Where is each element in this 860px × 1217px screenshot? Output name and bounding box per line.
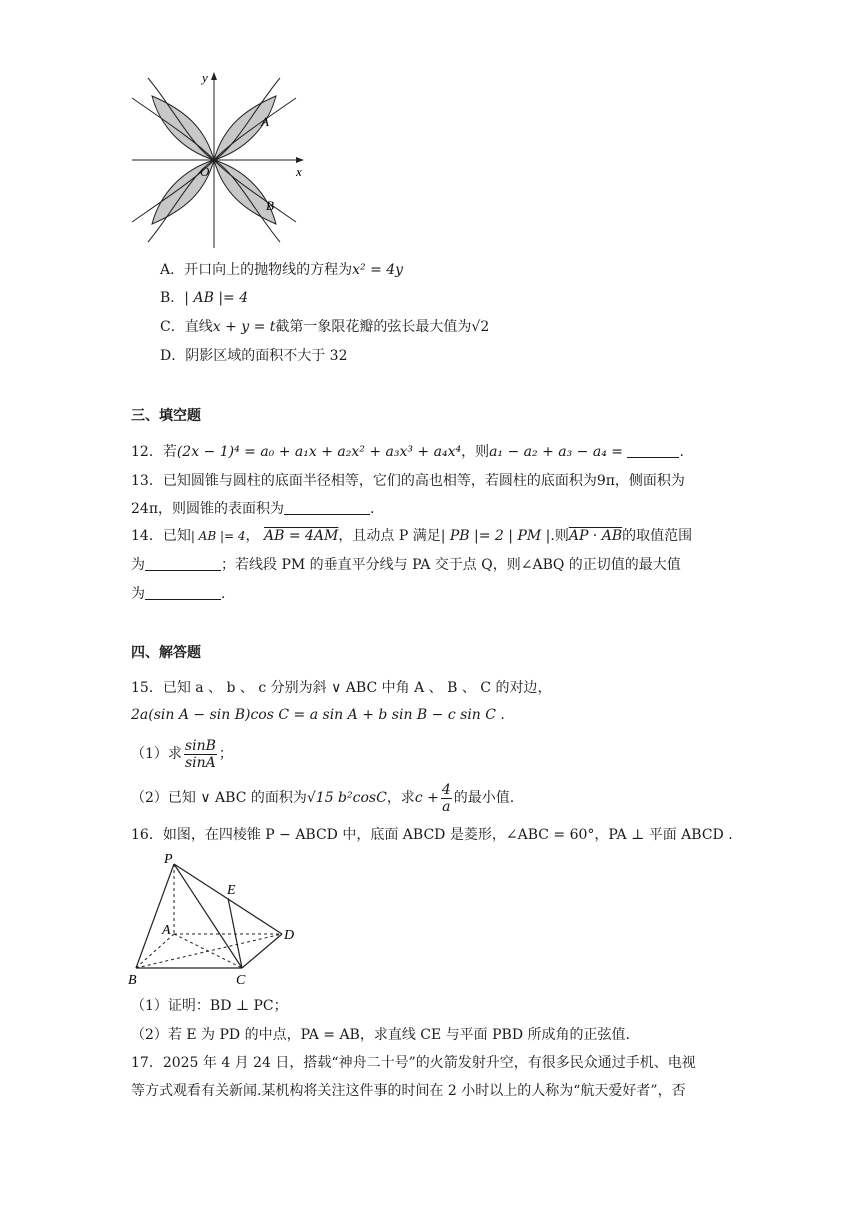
question-15-line2: 2a(sin A − sin B)cos C = a sin A + b sin B − c sin C . bbox=[131, 707, 505, 723]
edge-pb bbox=[136, 864, 174, 968]
vertex-p: P bbox=[164, 852, 173, 867]
question-16-line1: 16．如图，在四棱锥 P − ABCD 中，底面 ABCD 是菱形，∠ABC = 60°，PA ⊥ 平面 ABCD . bbox=[131, 827, 733, 843]
q12-pre: 12．若 bbox=[131, 444, 177, 460]
petal-upper-left bbox=[152, 96, 214, 160]
q14-l3-pre: 为 bbox=[131, 586, 145, 602]
q15-p2-mid: ，求 bbox=[386, 790, 415, 806]
q15-p1-den: sinA bbox=[185, 754, 216, 771]
q15-p1-pre: （1）求 bbox=[131, 746, 182, 762]
q12-answer-blank[interactable] bbox=[627, 443, 679, 458]
q15-p2-area: √15 b²cosC bbox=[306, 790, 387, 806]
option-c-post: 截第一象限花瓣的弦长最大值为 bbox=[275, 319, 472, 335]
q14-l1-cond-expr: | PB |= 2 | PM | bbox=[440, 528, 551, 544]
vertex-b: B bbox=[128, 973, 137, 988]
q14-l1-cond: ，且动点 P 满足 bbox=[338, 528, 441, 544]
question-12 bbox=[131, 442, 684, 462]
q14-answer-blank-2[interactable] bbox=[145, 585, 221, 600]
q12-end: . bbox=[679, 444, 684, 460]
point-a-label: A bbox=[261, 114, 269, 129]
question-13-line1: 13．已知圆锥与圆柱的底面半径相等，它们的高也相等，若圆柱的底面积为9π，侧面积为 bbox=[131, 473, 685, 489]
vertex-e: E bbox=[227, 883, 236, 898]
q14-l1-pre: 14．已知 bbox=[131, 528, 191, 544]
q12-mid: ，则 bbox=[461, 444, 490, 460]
flower-petal-graph bbox=[128, 68, 308, 250]
question-14-line3 bbox=[131, 584, 225, 604]
option-d: D．阴影区域的面积不大于 32 bbox=[160, 348, 348, 364]
pyramid-figure bbox=[126, 850, 304, 990]
option-c-pre: C．直线 bbox=[160, 319, 213, 335]
question-17-line1: 17．2025 年 4 月 24 日，搭载“神舟二十号”的火箭发射升空，有很多民众通过手机、电视 bbox=[131, 1055, 696, 1071]
question-17-line2: 等方式观看有关新闻.某机构将关注这件事的时间在 2 小时以上的人称为“航天爱好者”，否 bbox=[131, 1083, 686, 1099]
q13-line2-pre: 24π，则圆锥的表面积为 bbox=[131, 501, 285, 517]
option-c-value: √2 bbox=[471, 319, 490, 335]
question-13-line2 bbox=[131, 499, 374, 519]
q14-l1-vec: AB = 4AM bbox=[263, 528, 339, 544]
origin-label: O bbox=[200, 164, 210, 179]
q13-line2-end: . bbox=[370, 501, 375, 517]
option-b bbox=[160, 288, 248, 308]
option-b-math: | AB |= 4 bbox=[184, 290, 249, 306]
q15-p2-pre: （2）已知 ∨ ABC 的面积为 bbox=[131, 790, 307, 806]
x-axis-label: x bbox=[296, 164, 302, 179]
y-axis-arrow bbox=[211, 72, 217, 80]
question-14-line1 bbox=[131, 526, 692, 546]
q14-answer-blank-1[interactable] bbox=[145, 556, 221, 571]
section-4-heading: 四、解答题 bbox=[131, 645, 201, 661]
q14-l2-pre: 为 bbox=[131, 557, 145, 573]
q14-l1-dot: AP · AB bbox=[568, 528, 623, 544]
question-14-line2 bbox=[131, 555, 681, 575]
question-15-part1 bbox=[131, 736, 233, 772]
q14-l1-then: .则 bbox=[550, 528, 569, 544]
option-a-math: x² = 4y bbox=[352, 262, 404, 278]
q15-p2-c: c + bbox=[414, 790, 439, 806]
question-16-part1: （1）证明：BD ⊥ PC； bbox=[131, 998, 288, 1014]
option-c bbox=[160, 317, 489, 337]
q14-l1-ab: | AB |= 4 bbox=[190, 529, 246, 543]
edge-cd bbox=[242, 934, 282, 968]
q15-p1-num: sinB bbox=[184, 737, 216, 754]
section-3-heading: 三、填空题 bbox=[131, 408, 201, 424]
question-16-part2: （2）若 E 为 PD 的中点，PA = AB，求直线 CE 与平面 PBD 所成角的正弦值. bbox=[131, 1027, 630, 1043]
q13-answer-blank[interactable] bbox=[284, 500, 370, 515]
question-15-part2 bbox=[131, 780, 514, 816]
q14-l3-end: . bbox=[221, 586, 226, 602]
q12-expr: (2x − 1)⁴ = a₀ + a₁x + a₂x² + a₃x³ + a₄x⁴ bbox=[176, 444, 462, 460]
vertex-d: D bbox=[284, 928, 295, 943]
y-axis-label: y bbox=[202, 70, 208, 85]
q15-p2-num: 4 bbox=[441, 781, 451, 798]
q14-l1-mid: ， bbox=[245, 528, 260, 544]
q14-l1-end: 的取值范围 bbox=[622, 528, 693, 544]
vertex-a: A bbox=[162, 923, 171, 938]
vertex-c: C bbox=[236, 973, 246, 988]
petal-lower-right bbox=[214, 160, 276, 224]
x-axis-arrow bbox=[296, 157, 304, 163]
option-c-math: x + y = t bbox=[212, 319, 276, 335]
option-b-text: B． bbox=[160, 290, 185, 306]
q12-ask: a₁ − a₂ + a₃ − a₄ = bbox=[489, 444, 623, 460]
question-15-line1: 15．已知 a 、 b 、 c 分别为斜 ∨ ABC 中角 A 、 B 、 C 的对边， bbox=[131, 680, 552, 696]
q15-p2-den: a bbox=[442, 798, 451, 815]
edge-bd bbox=[136, 934, 282, 968]
option-a bbox=[160, 260, 403, 280]
q15-p2-end: 的最小值. bbox=[453, 790, 515, 806]
q14-l2-mid: ；若线段 PM 的垂直平分线与 PA 交于点 Q，则∠ABQ 的正切值的最大值 bbox=[221, 557, 681, 573]
option-a-text: A．开口向上的抛物线的方程为 bbox=[160, 262, 353, 278]
q15-p1-end: ； bbox=[218, 746, 233, 762]
point-b-label: B bbox=[266, 198, 274, 213]
